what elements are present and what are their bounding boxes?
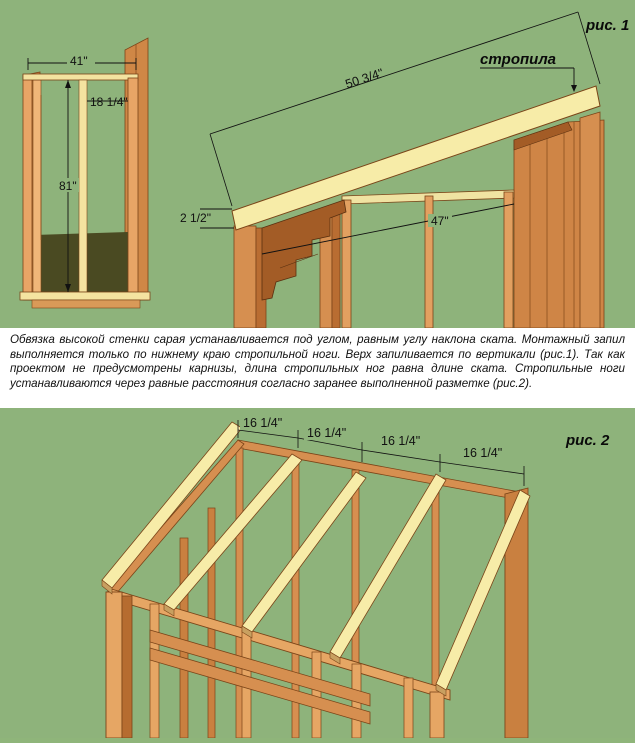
figure-1 <box>0 0 635 328</box>
figure-2-drawing <box>0 408 635 738</box>
figure-2 <box>0 408 635 738</box>
side-perspective <box>232 86 604 328</box>
dim-width-label: 41" <box>70 54 88 68</box>
dim-rafter-depth <box>180 209 234 228</box>
spacing-label: 16 1/4" <box>381 434 421 448</box>
dim-stud-gap <box>87 95 128 109</box>
rafter-callout <box>480 51 577 92</box>
rafter-label: стропила <box>480 51 557 68</box>
spacing-label: 16 1/4" <box>243 416 283 430</box>
figure-2-label: рис. 2 <box>566 432 610 449</box>
spacing-label: 16 1/4" <box>463 446 503 460</box>
dim-height-label: 81" <box>59 179 77 193</box>
dim-width <box>28 54 136 70</box>
dim-rafter-depth-label: 2 1/2" <box>180 211 211 225</box>
caption-text: Обвязка высокой стенки сарая устанавливается под углом, равным углу наклона ската. Монтажный запил выполняется только по нижнему краю стропильной ноги. Верх запиливается по вертикали (рис.1). Так как проектом не предусмотрены карнизы, длина стропильных ног равна длине ската. Стропильные ноги устанавливаются через равные расстояния согласно заранее выполненной разметке (рис.2). <box>10 333 625 390</box>
dim-wall-width-label: 47" <box>431 214 449 228</box>
caption-box <box>0 328 635 408</box>
figure-1-drawing <box>0 0 635 328</box>
spacing-label: 16 1/4" <box>307 426 347 440</box>
figure-1-label: рис. 1 <box>586 17 630 34</box>
dim-stud-gap-label: 18 1/4" <box>90 95 128 109</box>
dim-rafter-length-label: 50 3/4" <box>343 65 386 92</box>
front-elevation <box>20 38 150 308</box>
